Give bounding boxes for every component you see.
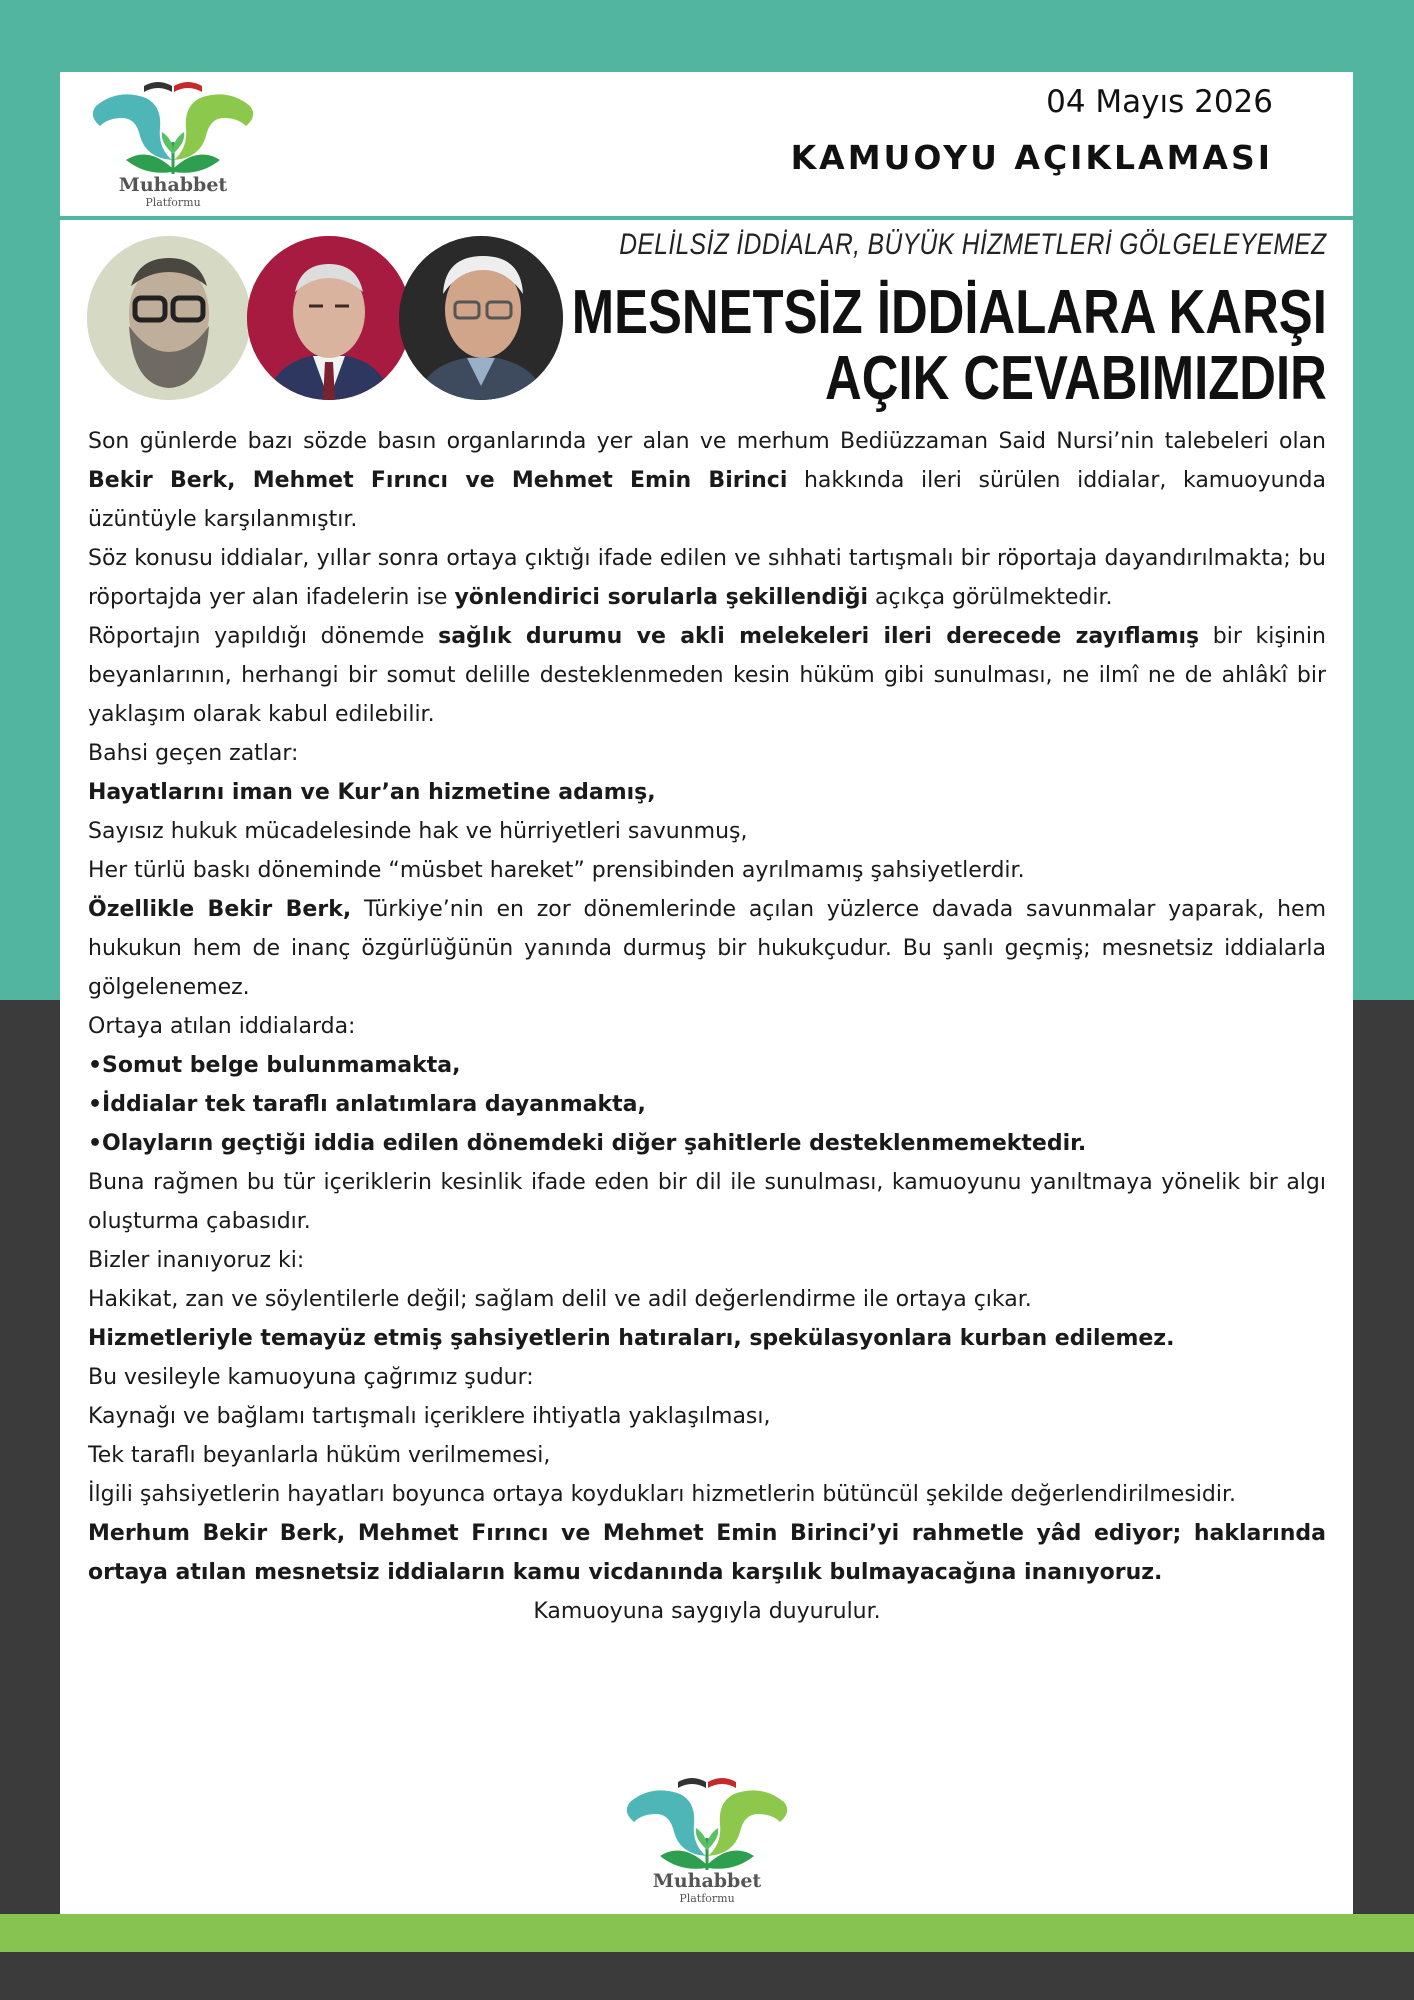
paragraph — [88, 773, 1326, 812]
bullet-item — [88, 1085, 1326, 1124]
closing-line: Kamuoyuna saygıyla duyurulur. — [533, 1599, 881, 1624]
footer-band — [0, 1914, 1414, 1952]
text: bir kişinin beyanlarının, herhangi bir somut delille desteklenmeden kesin hüküm gibi sunulması, ne ilmî ne de ahlâkî bir yaklaşım olarak kabul edilebilir. — [88, 624, 1326, 727]
paragraph: Bizler inanıyoruz ki: — [88, 1248, 305, 1273]
header-divider — [60, 216, 1353, 220]
header-logo — [88, 72, 258, 212]
logo-subtitle: Platformu — [145, 196, 201, 209]
logo-icon — [88, 72, 258, 177]
bullet-item — [88, 1046, 1326, 1085]
text: Son günlerde bazı sözde basın organlarında yer alan ve merhum Bediüzzaman Said Nursi’nin talebeleri olan — [88, 429, 1326, 454]
bold-text: Özellikle Bekir Berk, — [88, 897, 352, 922]
text: Türkiye’nin en zor dönemlerinde açılan yüzlerce davada savunmalar yaparak, hem hukukun hem de inanç özgürlüğünün yanında durmuş bir hukukçudur. Bu şanlı geçmiş; mesnetsiz iddialarla gölgelenemez. — [88, 897, 1327, 1000]
page-title — [572, 280, 1327, 412]
paragraph: Hakikat, zan ve söylentilerle değil; sağlam delil ve adil değerlendirme ile ortaya çıkar. — [88, 1287, 1032, 1312]
bullet-item — [88, 1124, 1326, 1163]
bold-text: •Olayların geçtiği iddia edilen dönemdeki diğer şahitlerle desteklenmemektedir. — [88, 1131, 1087, 1156]
statement-body — [88, 422, 1326, 1631]
bold-text: Merhum Bekir Berk, Mehmet Fırıncı ve Mehmet Emin Birinci’yi rahmetle yâd ediyor; haklarında ortaya atılan mesnetsiz iddiaların kamu vicdanında karşılık bulmayacağına inanıyoruz. — [88, 1521, 1326, 1585]
bold-text: yönlendirici sorularla şekillendiği — [454, 585, 869, 610]
paragraph: Her türlü baskı döneminde “müsbet hareket” prensibinden ayrılmamış şahsiyetlerdir. — [88, 858, 1025, 883]
bold-text: sağlık durumu ve akli melekeleri ileri derecede zayıflamış — [438, 624, 1200, 649]
paragraph: Kaynağı ve bağlamı tartışmalı içeriklere ihtiyatla yaklaşılması, — [88, 1404, 771, 1429]
bold-text: •Somut belge bulunmamakta, — [88, 1053, 461, 1078]
paragraph — [88, 422, 1326, 539]
paragraph: İlgili şahsiyetlerin hayatları boyunca ortaya koydukları hizmetlerin bütüncül şekilde değerlendirilmesidir. — [88, 1482, 1236, 1507]
logo-icon — [622, 1768, 792, 1873]
bold-text: Hizmetleriyle temayüz etmiş şahsiyetlerin hatıraları, spekülasyonlara kurban edilemez. — [88, 1326, 1175, 1351]
paragraph — [88, 1514, 1326, 1592]
logo-name: Muhabbet — [652, 1870, 762, 1892]
text: Röportajın yapıldığı dönemde — [88, 624, 439, 649]
paragraph: Ortaya atılan iddialarda: — [88, 1014, 356, 1039]
text: açıkça görülmektedir. — [868, 585, 1113, 610]
paragraph: Tek taraflı beyanlarla hüküm verilmemesi, — [88, 1443, 551, 1468]
logo-name: Muhabbet — [118, 174, 228, 196]
press-release-card — [60, 72, 1353, 1914]
paragraph — [88, 890, 1326, 1007]
paragraph — [88, 617, 1326, 734]
release-date: 04 Mayıs 2026 — [1046, 84, 1273, 120]
paragraph: Buna rağmen bu tür içeriklerin kesinlik ifade eden bir dil ile sunulması, kamuoyunu yanıltmaya yönelik bir algı oluşturma çabasıdır. — [88, 1170, 1326, 1234]
text: Söz konusu iddialar, yıllar sonra ortaya çıktığı ifade edilen ve sıhhati tartışmalı bir röportaja dayandırılmakta; bu röportajda yer alan ifadelerin ise — [88, 546, 1326, 610]
logo-subtitle: Platformu — [679, 1892, 735, 1905]
text: hakkında ileri sürülen iddialar, kamuoyunda üzüntüyle karşılanmıştır. — [88, 468, 1326, 532]
paragraph: Sayısız hukuk mücadelesinde hak ve hürriyetleri savunmuş, — [88, 819, 748, 844]
portrait-photo-1 — [87, 236, 251, 400]
title-line-1: MESNETSİZ İDDİALARA KARŞI — [571, 278, 1327, 347]
paragraph — [88, 539, 1326, 617]
portrait-photo-2 — [247, 236, 411, 400]
paragraph: Bu vesileyle kamuoyuna çağrımız şudur: — [88, 1365, 534, 1390]
bold-text: Hayatlarını iman ve Kur’an hizmetine adamış, — [88, 780, 656, 805]
footer-logo — [622, 1768, 792, 1908]
bold-text: Bekir Berk, Mehmet Fırıncı ve Mehmet Emin Birinci — [88, 468, 788, 493]
portrait-photo-3 — [399, 236, 563, 400]
title-line-2: AÇIK CEVABIMIZDIR — [825, 344, 1327, 413]
bold-text: •İddialar tek taraflı anlatımlara dayanmakta, — [88, 1092, 646, 1117]
document-type: KAMUOYU AÇIKLAMASI — [790, 138, 1273, 177]
paragraph — [88, 1319, 1326, 1358]
paragraph: Bahsi geçen zatlar: — [88, 741, 299, 766]
subtitle: DELİLSİZ İDDİALAR, BÜYÜK HİZMETLERİ GÖLGELEYEMEZ — [619, 228, 1327, 261]
